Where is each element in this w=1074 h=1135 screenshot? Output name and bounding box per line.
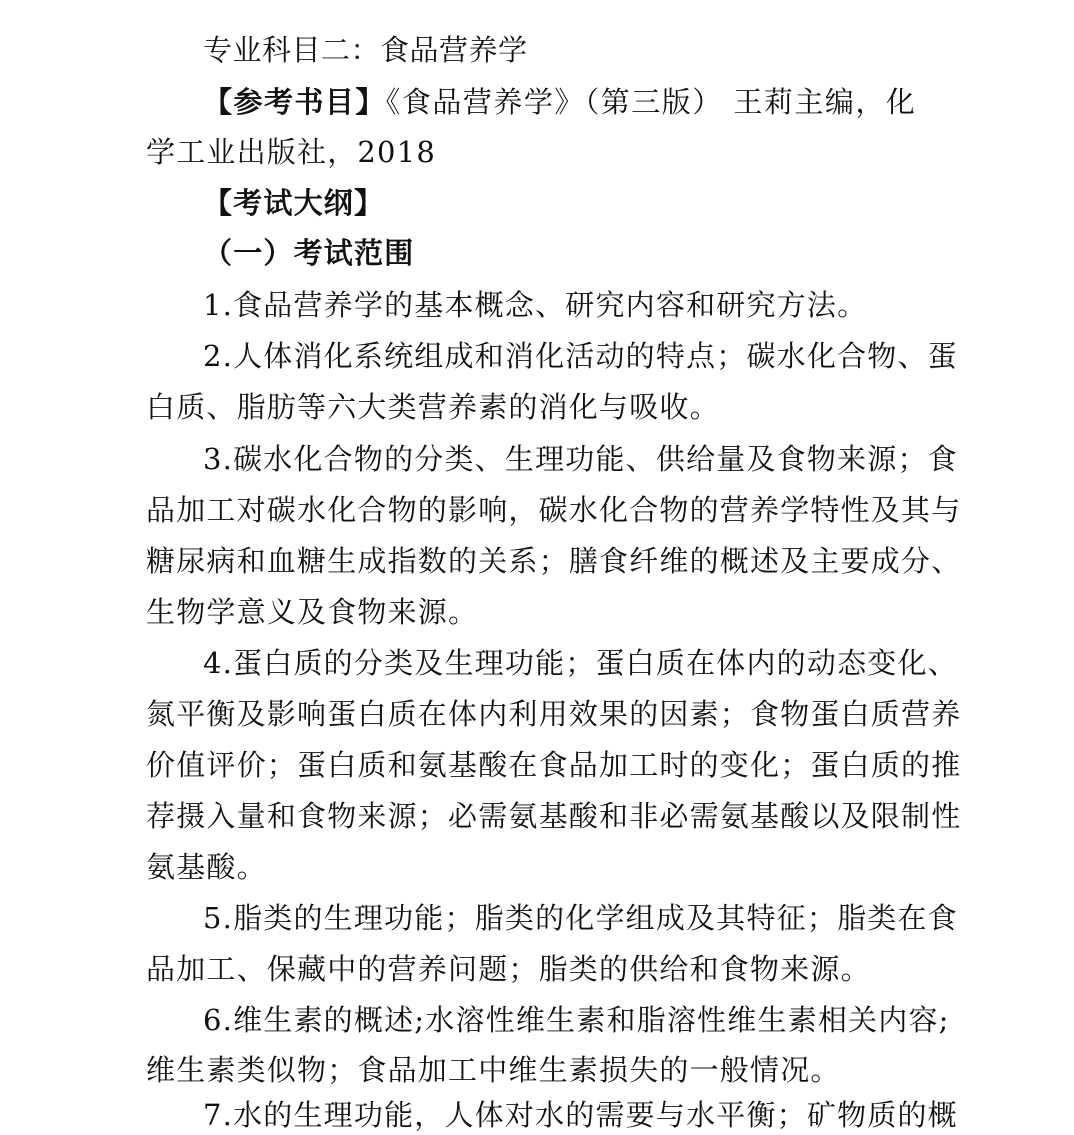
list-item-line: 维生素类似物；食品加工中维生素损失的一般情况。 (146, 1053, 841, 1087)
list-item-line: 生物学意义及食物来源。 (146, 595, 479, 629)
section-heading: （一）考试范围 (203, 236, 415, 270)
document-title: 专业科目二：食品营养学 (203, 33, 528, 67)
list-item-line: 4.蛋白质的分类及生理功能；蛋白质在体内的动态变化、 (203, 646, 958, 680)
reference-label: 【参考书目】 (203, 85, 386, 119)
list-item-line: 3.碳水化合物的分类、生理功能、供给量及食物来源；食 (203, 442, 958, 476)
list-item-line: 5.脂类的生理功能；脂类的化学组成及其特征；脂类在食 (203, 901, 958, 935)
list-item-line: 荐摄入量和食物来源；必需氨基酸和非必需氨基酸以及限制性 (146, 799, 962, 833)
list-item-line: 氨基酸。 (146, 850, 267, 884)
reference-line-1 (203, 82, 916, 122)
outline-heading: 【考试大纲】 (203, 186, 385, 220)
list-item-line: 6.维生素的概述;水溶性维生素和脂溶性维生素相关内容; (203, 1003, 950, 1037)
list-item-line: 氮平衡及影响蛋白质在体内利用效果的因素；食物蛋白质营养 (146, 697, 962, 731)
list-item-line: 品加工、保藏中的营养问题；脂类的供给和食物来源。 (146, 952, 871, 986)
list-item-line: 2.人体消化系统组成和消化活动的特点；碳水化合物、蛋 (203, 339, 958, 373)
list-item-line: 白质、脂肪等六大类营养素的消化与吸收。 (146, 390, 720, 424)
reference-text: 《食品营养学》（第三版） 王莉主编，化 (385, 85, 916, 119)
list-item-line: 糖尿病和血糖生成指数的关系；膳食纤维的概述及主要成分、 (146, 544, 962, 578)
list-item-line: 价值评价；蛋白质和氨基酸在食品加工时的变化；蛋白质的推 (146, 748, 962, 782)
list-item-line: 7.水的生理功能，人体对水的需要与水平衡；矿物质的概 (203, 1098, 958, 1132)
list-item-line: 品加工对碳水化合物的影响，碳水化合物的营养学特性及其与 (146, 493, 962, 527)
list-item-line: 1.食品营养学的基本概念、研究内容和研究方法。 (203, 288, 868, 322)
reference-line-2: 学工业出版社，2018 (146, 135, 437, 169)
